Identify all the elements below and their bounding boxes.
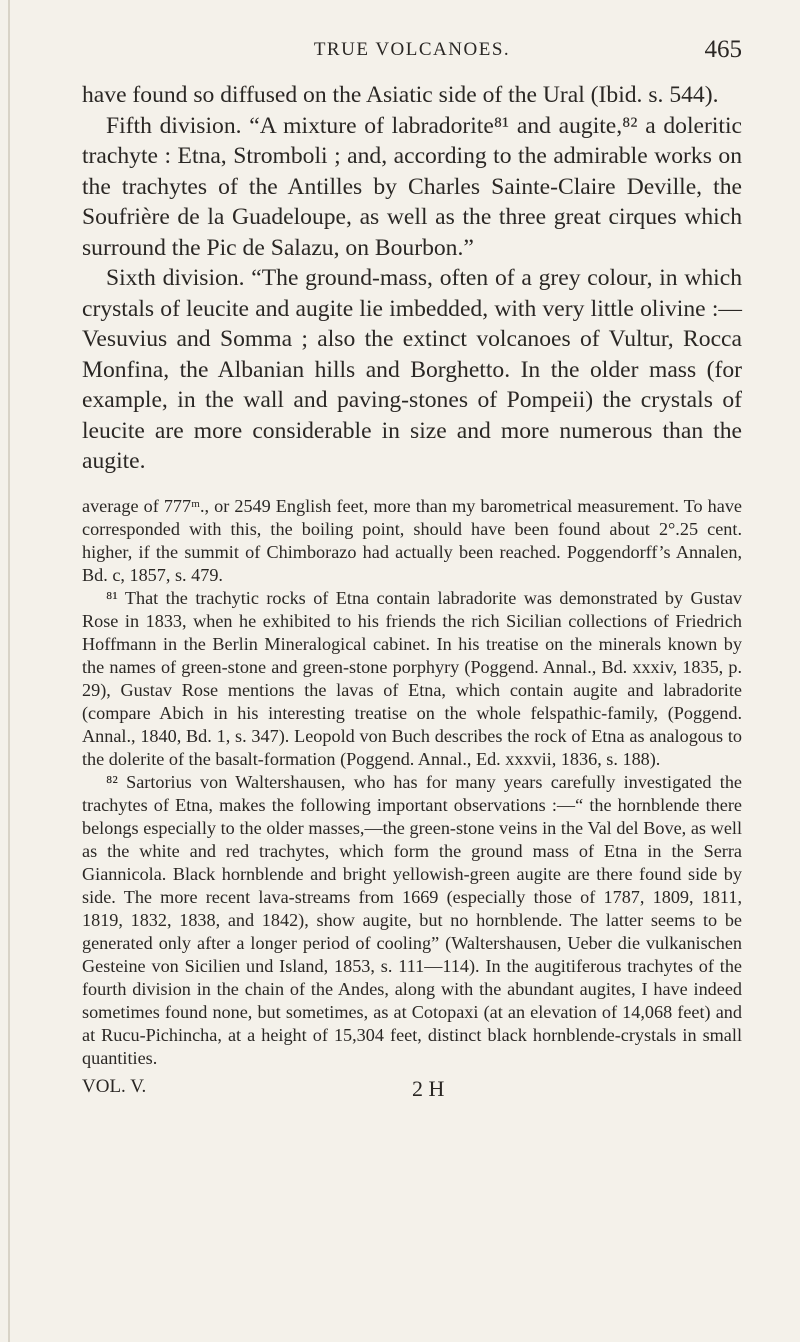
footnote-continuation: average of 777ᵐ., or 2549 English feet, more than my barometrical measurement. To have corresponded with this, the boiling point, should have been found about 2°.25 cent. higher, if the summit of Chimborazo had actually been reached. Poggendorff’s Annalen, Bd. c, 1857, s. 479. [82,495,742,585]
footnote-82: ⁸² Sartorius von Waltershausen, who has for many years carefully investigated the trachytes of Etna, makes the following important observations :—“ the hornblende there belongs especially to the older masses,—the green-stone veins in the Val del Bove, as well as the white and red trachytes, which form the ground mass of Etna in the Serra Giannicola. Black hornblende and bright yellowish-green augite are there found side by side. The more recent lava-streams from 1669 (especially those of 1787, 1809, 1811, 1819, 1832, 1838, and 1842), show augite, but no hornblende. The latter seems to be generated only after a longer period of cooling” (Waltershausen, Ueber die vulkanischen Gesteine von Sicilien und Island, 1853, s. 111—114). In the augitiferous trachytes of the fourth division in the chain of the Andes, along with the abundant augites, I have indeed sometimes found none, but sometimes, as at Cotopaxi (at an elevation of 14,068 feet) and at Rucu-Pichincha, at a height of 15,304 feet, distinct black hornblende-crystals in small quantities. [82,771,742,1068]
running-head: TRUE VOLCANOES. [313,39,511,60]
page-number: 465 [704,36,742,63]
volume-label: VOL. V. [82,1075,147,1097]
page-edge [8,0,10,1342]
paragraph-continuation: have found so diffused on the Asiatic side of the Ural (Ibid. s. 544). [82,82,719,108]
main-text [82,80,742,477]
signature-mark: 2 H [412,1075,445,1101]
paragraph-fifth-division: Fifth division. “A mixture of labradorite⁸¹ and augite,⁸² a doleritic trachyte : Etna, Stromboli ; and, according to the admirable works on the trachytes of the Antilles by Charles Sainte-Claire Deville, the Soufrière de la Guadeloupe, as well as the three great cirques which surround the Pic de Salazu, on Bourbon.” [82,112,742,261]
page-footer [82,1072,742,1102]
footnotes [82,495,742,1070]
footnote-81: ⁸¹ That the trachytic rocks of Etna contain labradorite was demonstrated by Gustav Rose in 1833, when he exhibited to his friends the rich Sicilian collections of Friedrich Hoffmann in the Berlin Mineralogical cabinet. In his treatise on the minerals known by the names of green-stone and green-stone porphyry (Poggend. Annal., Bd. xxxiv, 1835, p. 29), Gustav Rose mentions the lavas of Etna, which contain augite and labradorite (compare Abich in his interesting treatise on the whole felspathic-family, (Poggend. Annal., 1840, Bd. 1, s. 347). Leopold von Buch describes the rock of Etna as analogous to the dolerite of the basalt-formation (Poggend. Annal., Ed. xxxvii, 1836, s. 188). [82,587,742,769]
page-header [82,30,742,70]
paragraph-sixth-division: Sixth division. “The ground-mass, often of a grey colour, in which crystals of leucite and augite lie imbedded, with very little olivine :—Vesuvius and Somma ; also the extinct volcanoes of Vultur, Rocca Monfina, the Albanian hills and Borghetto. In the older mass (for example, in the wall and paving-stones of Pompeii) the crystals of leucite are more considerable in size and more numerous than the augite. [82,265,742,474]
